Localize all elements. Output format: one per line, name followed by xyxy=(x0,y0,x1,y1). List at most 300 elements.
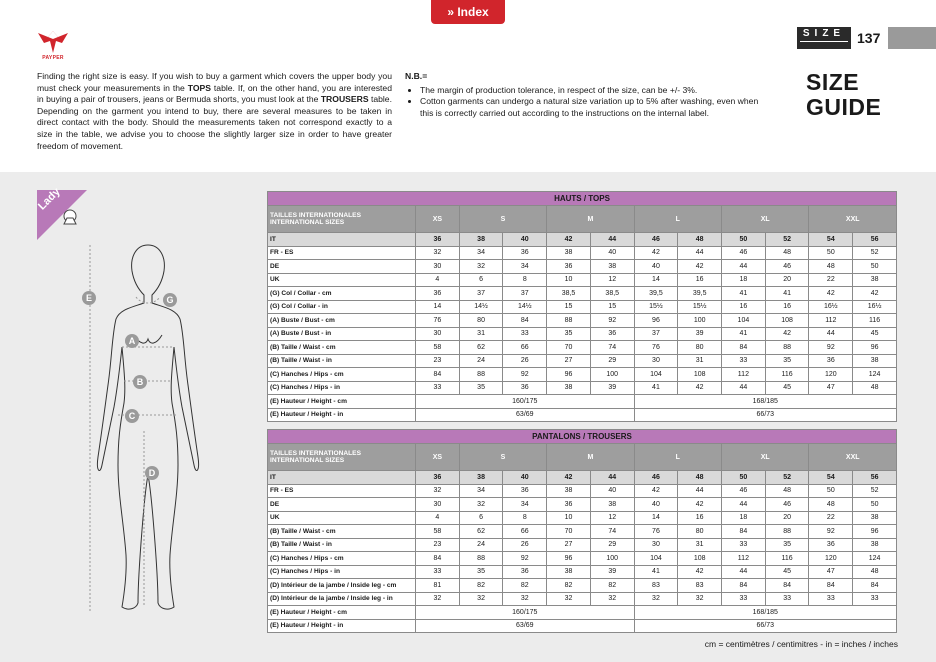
marker-e: E xyxy=(82,291,96,305)
table-cell: 36 xyxy=(416,287,460,301)
row-label: IT xyxy=(268,471,416,485)
table-cell: 14 xyxy=(416,300,460,314)
table-cell: 39 xyxy=(678,327,722,341)
table-row xyxy=(268,314,897,328)
table-cell: 58 xyxy=(416,341,460,355)
header-bar xyxy=(888,27,936,49)
table-cell: 39,5 xyxy=(678,287,722,301)
table-cell: 20 xyxy=(765,273,809,287)
table-cell: 23 xyxy=(416,354,460,368)
table-cell: 42 xyxy=(634,246,678,260)
table-cell: 36 xyxy=(416,233,460,247)
table-cell: 84 xyxy=(722,341,766,355)
row-label: (B) Taille / Waist - in xyxy=(268,538,416,552)
table-cell: 8 xyxy=(503,511,547,525)
table-cell: 80 xyxy=(678,341,722,355)
table-cell: 33 xyxy=(765,592,809,606)
table-cell: 30 xyxy=(416,327,460,341)
table-cell: 36 xyxy=(809,354,853,368)
table-cell: 92 xyxy=(503,368,547,382)
tops-table xyxy=(267,191,897,422)
table-cell: 124 xyxy=(853,552,897,566)
table-cell: 70 xyxy=(547,341,591,355)
table-cell: 18 xyxy=(722,273,766,287)
row-label: UK xyxy=(268,273,416,287)
trousers-keyword: TROUSERS xyxy=(320,94,369,105)
table-cell: 22 xyxy=(809,511,853,525)
table-cell: 36 xyxy=(503,484,547,498)
table-cell: 27 xyxy=(547,538,591,552)
table-cell: 10 xyxy=(547,273,591,287)
table-cell: 10 xyxy=(547,511,591,525)
table-row xyxy=(268,246,897,260)
table-cell: 38 xyxy=(547,565,591,579)
table-cell: 82 xyxy=(459,579,503,593)
table-cell: 74 xyxy=(590,525,634,539)
table-cell: 74 xyxy=(590,341,634,355)
table-cell: 42 xyxy=(809,287,853,301)
table-cell: 16½ xyxy=(809,300,853,314)
table-cell: 32 xyxy=(503,592,547,606)
table-cell: 38 xyxy=(547,246,591,260)
table-cell: 82 xyxy=(547,579,591,593)
nb-item: • The margin of production tolerance, in respect of the size, can be +/- 3%. xyxy=(420,85,765,97)
table-cell: 46 xyxy=(722,484,766,498)
table-cell: 32 xyxy=(547,592,591,606)
table-cell: 100 xyxy=(678,314,722,328)
table-row xyxy=(268,498,897,512)
table-cell: 35 xyxy=(547,327,591,341)
brand-name: PAYPER xyxy=(42,55,64,61)
table-cell: 108 xyxy=(678,368,722,382)
table-row xyxy=(268,565,897,579)
table-cell: 38 xyxy=(590,498,634,512)
table-cell: 42 xyxy=(547,233,591,247)
table-cell: 37 xyxy=(459,287,503,301)
trousers-rows xyxy=(268,471,897,633)
table-cell: 4 xyxy=(416,511,460,525)
table-cell: 44 xyxy=(722,381,766,395)
table-row xyxy=(268,381,897,395)
table-cell: 24 xyxy=(459,354,503,368)
trousers-header-label: TAILLES INTERNATIONALES INTERNATIONAL SIZES xyxy=(268,444,416,471)
units-footnote: cm = centimètres / centimitres - in = inches / inches xyxy=(704,639,898,649)
table-cell: 36 xyxy=(503,246,547,260)
table-cell: 45 xyxy=(765,565,809,579)
table-cell: 70 xyxy=(547,525,591,539)
table-row xyxy=(268,354,897,368)
height-range-cell: 168/185 xyxy=(634,606,896,620)
table-cell: 82 xyxy=(590,579,634,593)
table-cell: 108 xyxy=(765,314,809,328)
table-cell: 44 xyxy=(678,246,722,260)
table-cell: 45 xyxy=(853,327,897,341)
table-cell: 42 xyxy=(634,484,678,498)
table-cell: 32 xyxy=(459,260,503,274)
table-cell: 84 xyxy=(853,579,897,593)
table-row xyxy=(268,606,897,620)
table-cell: 39,5 xyxy=(634,287,678,301)
size-group: S xyxy=(459,444,546,471)
table-cell: 76 xyxy=(416,314,460,328)
table-cell: 36 xyxy=(590,327,634,341)
row-label: (A) Buste / Bust - in xyxy=(268,327,416,341)
table-cell: 41 xyxy=(722,327,766,341)
table-cell: 37 xyxy=(503,287,547,301)
size-group: S xyxy=(459,206,546,233)
size-group: XS xyxy=(416,444,460,471)
table-cell: 15½ xyxy=(678,300,722,314)
table-cell: 36 xyxy=(809,538,853,552)
table-cell: 92 xyxy=(590,314,634,328)
height-range-cell: 160/175 xyxy=(416,606,635,620)
table-cell: 30 xyxy=(416,260,460,274)
size-group: XS xyxy=(416,206,460,233)
table-cell: 104 xyxy=(634,552,678,566)
size-group: XL xyxy=(722,444,809,471)
nb-heading: N.B.= xyxy=(405,71,428,81)
nb-notes xyxy=(405,71,765,119)
height-range-cell: 66/73 xyxy=(634,619,896,633)
table-cell: 83 xyxy=(634,579,678,593)
height-range-cell: 63/69 xyxy=(416,408,635,422)
table-cell: 38 xyxy=(853,511,897,525)
table-cell: 44 xyxy=(678,484,722,498)
table-cell: 22 xyxy=(809,273,853,287)
table-cell: 40 xyxy=(503,471,547,485)
table-cell: 31 xyxy=(678,538,722,552)
table-cell: 33 xyxy=(416,565,460,579)
table-cell: 96 xyxy=(634,314,678,328)
table-cell: 48 xyxy=(853,565,897,579)
size-group: M xyxy=(547,444,634,471)
table-cell: 14½ xyxy=(459,300,503,314)
table-cell: 23 xyxy=(416,538,460,552)
table-cell: 12 xyxy=(590,273,634,287)
table-row xyxy=(268,260,897,274)
table-cell: 42 xyxy=(678,498,722,512)
table-cell: 33 xyxy=(722,538,766,552)
table-cell: 16 xyxy=(678,511,722,525)
table-cell: 52 xyxy=(765,233,809,247)
table-cell: 48 xyxy=(678,233,722,247)
table-cell: 42 xyxy=(678,565,722,579)
table-cell: 44 xyxy=(722,260,766,274)
table-cell: 96 xyxy=(853,525,897,539)
table-cell: 50 xyxy=(722,233,766,247)
page-number: 137 xyxy=(857,30,881,46)
table-cell: 66 xyxy=(503,525,547,539)
marker-d: D xyxy=(145,466,159,480)
table-cell: 32 xyxy=(416,484,460,498)
tops-rows xyxy=(268,233,897,422)
row-label: FR - ES xyxy=(268,484,416,498)
height-range-cell: 66/73 xyxy=(634,408,896,422)
page-title: SIZE GUIDE xyxy=(806,69,882,120)
table-row xyxy=(268,511,897,525)
table-row xyxy=(268,471,897,485)
table-cell: 36 xyxy=(503,381,547,395)
table-row xyxy=(268,579,897,593)
table-cell: 104 xyxy=(634,368,678,382)
table-cell: 88 xyxy=(459,368,503,382)
row-label: (G) Col / Collar - in xyxy=(268,300,416,314)
table-cell: 116 xyxy=(853,314,897,328)
table-cell: 84 xyxy=(416,368,460,382)
table-cell: 92 xyxy=(809,341,853,355)
table-cell: 33 xyxy=(503,327,547,341)
row-label: IT xyxy=(268,233,416,247)
table-cell: 52 xyxy=(853,246,897,260)
table-cell: 47 xyxy=(809,565,853,579)
table-cell: 96 xyxy=(547,368,591,382)
table-cell: 16 xyxy=(678,273,722,287)
table-cell: 100 xyxy=(590,552,634,566)
table-cell: 16 xyxy=(722,300,766,314)
size-group: L xyxy=(634,206,721,233)
table-cell: 32 xyxy=(416,246,460,260)
table-cell: 46 xyxy=(722,246,766,260)
table-cell: 44 xyxy=(809,327,853,341)
table-cell: 47 xyxy=(809,381,853,395)
row-label: (A) Buste / Bust - cm xyxy=(268,314,416,328)
table-cell: 83 xyxy=(678,579,722,593)
height-range-cell: 63/69 xyxy=(416,619,635,633)
table-cell: 35 xyxy=(459,565,503,579)
table-cell: 30 xyxy=(634,354,678,368)
table-cell: 66 xyxy=(503,341,547,355)
table-cell: 40 xyxy=(503,233,547,247)
table-cell: 84 xyxy=(722,525,766,539)
table-cell: 124 xyxy=(853,368,897,382)
trousers-table xyxy=(267,429,897,633)
table-cell: 26 xyxy=(503,354,547,368)
table-cell: 36 xyxy=(503,565,547,579)
table-cell: 120 xyxy=(809,552,853,566)
table-cell: 15½ xyxy=(634,300,678,314)
table-cell: 84 xyxy=(503,314,547,328)
nb-item: • Cotton garments can undergo a natural size variation up to 5% after washing, even when this is correctly carried out according to the instructions on the internal label. xyxy=(420,96,765,119)
table-cell: 26 xyxy=(503,538,547,552)
tops-title: HAUTS / TOPS xyxy=(268,192,897,206)
table-cell: 84 xyxy=(416,552,460,566)
table-cell: 32 xyxy=(634,592,678,606)
table-cell: 33 xyxy=(809,592,853,606)
table-cell: 38,5 xyxy=(547,287,591,301)
table-cell: 54 xyxy=(809,471,853,485)
row-label: (G) Col / Collar - cm xyxy=(268,287,416,301)
table-cell: 15 xyxy=(590,300,634,314)
table-cell: 108 xyxy=(678,552,722,566)
table-cell: 12 xyxy=(590,511,634,525)
table-cell: 50 xyxy=(809,246,853,260)
table-cell: 116 xyxy=(765,368,809,382)
table-cell: 40 xyxy=(590,484,634,498)
table-cell: 36 xyxy=(547,260,591,274)
table-row xyxy=(268,408,897,422)
table-cell: 32 xyxy=(459,498,503,512)
table-cell: 46 xyxy=(765,498,809,512)
table-cell: 39 xyxy=(590,381,634,395)
row-label: (D) Intérieur de la jambe / Inside leg - cm xyxy=(268,579,416,593)
table-cell: 112 xyxy=(809,314,853,328)
table-cell: 48 xyxy=(678,471,722,485)
table-cell: 14 xyxy=(634,273,678,287)
table-cell: 62 xyxy=(459,341,503,355)
table-cell: 120 xyxy=(809,368,853,382)
row-label: (C) Hanches / Hips - in xyxy=(268,381,416,395)
table-cell: 42 xyxy=(765,327,809,341)
intro-paragraph: Finding the right size is easy. If you wish to buy a garment which covers the upper body you must check your measurements in the TOPS table. If, on the other hand, you are interested in buying a pair of trousers, jeans or Bermuda shorts, you must look at the TROUSERS table. Depending on the garment you intend to buy, there are several measures to be taken in direct contact with the body. Should the measurements taken not correspond exactly to a size in the table, we advise you to choose the slightly larger size in order to have greater freedom of movement. xyxy=(37,71,392,151)
table-cell: 42 xyxy=(547,471,591,485)
table-cell: 42 xyxy=(853,287,897,301)
row-label: FR - ES xyxy=(268,246,416,260)
table-cell: 32 xyxy=(416,592,460,606)
table-cell: 116 xyxy=(765,552,809,566)
table-cell: 38 xyxy=(459,233,503,247)
table-cell: 40 xyxy=(634,260,678,274)
table-cell: 76 xyxy=(634,525,678,539)
table-cell: 38 xyxy=(547,484,591,498)
table-cell: 50 xyxy=(722,471,766,485)
table-cell: 34 xyxy=(459,484,503,498)
row-label: (D) Intérieur de la jambe / Inside leg - in xyxy=(268,592,416,606)
table-cell: 34 xyxy=(459,246,503,260)
table-cell: 80 xyxy=(678,525,722,539)
table-cell: 15 xyxy=(547,300,591,314)
table-cell: 33 xyxy=(416,381,460,395)
table-cell: 58 xyxy=(416,525,460,539)
row-label: (E) Hauteur / Height - in xyxy=(268,408,416,422)
row-label: (B) Taille / Waist - in xyxy=(268,354,416,368)
row-label: UK xyxy=(268,511,416,525)
table-cell: 44 xyxy=(590,233,634,247)
table-cell: 4 xyxy=(416,273,460,287)
table-cell: 48 xyxy=(809,498,853,512)
table-cell: 56 xyxy=(853,233,897,247)
table-cell: 38,5 xyxy=(590,287,634,301)
table-cell: 112 xyxy=(722,552,766,566)
table-cell: 32 xyxy=(678,592,722,606)
table-cell: 48 xyxy=(853,381,897,395)
table-cell: 41 xyxy=(634,565,678,579)
table-cell: 6 xyxy=(459,273,503,287)
marker-c: C xyxy=(125,409,139,423)
row-label: (C) Hanches / Hips - in xyxy=(268,565,416,579)
table-cell: 88 xyxy=(459,552,503,566)
table-cell: 52 xyxy=(853,484,897,498)
lady-label: Lady xyxy=(36,185,63,213)
table-cell: 96 xyxy=(547,552,591,566)
table-cell: 50 xyxy=(809,484,853,498)
table-cell: 30 xyxy=(634,538,678,552)
marker-a: A xyxy=(125,334,139,348)
table-cell: 36 xyxy=(416,471,460,485)
table-cell: 56 xyxy=(853,471,897,485)
table-cell: 48 xyxy=(765,484,809,498)
table-cell: 38 xyxy=(547,381,591,395)
table-cell: 30 xyxy=(416,498,460,512)
table-cell: 46 xyxy=(634,233,678,247)
table-cell: 46 xyxy=(634,471,678,485)
table-row xyxy=(268,368,897,382)
table-cell: 81 xyxy=(416,579,460,593)
table-cell: 41 xyxy=(765,287,809,301)
table-cell: 40 xyxy=(634,498,678,512)
row-label: (E) Hauteur / Height - cm xyxy=(268,606,416,620)
table-cell: 36 xyxy=(547,498,591,512)
row-label: (E) Hauteur / Height - in xyxy=(268,619,416,633)
table-cell: 27 xyxy=(547,354,591,368)
table-cell: 84 xyxy=(809,579,853,593)
table-cell: 24 xyxy=(459,538,503,552)
table-cell: 42 xyxy=(678,260,722,274)
row-label: DE xyxy=(268,260,416,274)
table-cell: 84 xyxy=(765,579,809,593)
size-group: XXL xyxy=(809,444,897,471)
index-button[interactable]: » Index xyxy=(431,0,505,24)
table-cell: 32 xyxy=(459,592,503,606)
row-label: DE xyxy=(268,498,416,512)
row-label: (B) Taille / Waist - cm xyxy=(268,525,416,539)
table-cell: 48 xyxy=(765,246,809,260)
table-row xyxy=(268,233,897,247)
table-cell: 20 xyxy=(765,511,809,525)
row-label: (B) Taille / Waist - cm xyxy=(268,341,416,355)
table-cell: 38 xyxy=(853,538,897,552)
table-cell: 52 xyxy=(765,471,809,485)
table-cell: 92 xyxy=(503,552,547,566)
height-range-cell: 168/185 xyxy=(634,395,896,409)
size-group: L xyxy=(634,444,721,471)
table-cell: 39 xyxy=(590,565,634,579)
table-row xyxy=(268,300,897,314)
table-row xyxy=(268,525,897,539)
table-row xyxy=(268,538,897,552)
tops-header-label: TAILLES INTERNATIONALES INTERNATIONAL SIZES xyxy=(268,206,416,233)
table-cell: 37 xyxy=(634,327,678,341)
table-cell: 8 xyxy=(503,273,547,287)
table-cell: 41 xyxy=(634,381,678,395)
table-cell: 84 xyxy=(722,579,766,593)
table-cell: 82 xyxy=(503,579,547,593)
table-cell: 31 xyxy=(459,327,503,341)
table-row xyxy=(268,395,897,409)
table-row xyxy=(268,287,897,301)
table-cell: 45 xyxy=(765,381,809,395)
table-cell: 33 xyxy=(722,354,766,368)
table-row xyxy=(268,592,897,606)
table-cell: 76 xyxy=(634,341,678,355)
table-cell: 104 xyxy=(722,314,766,328)
table-cell: 34 xyxy=(503,498,547,512)
table-cell: 33 xyxy=(722,592,766,606)
table-cell: 29 xyxy=(590,538,634,552)
table-cell: 112 xyxy=(722,368,766,382)
table-cell: 31 xyxy=(678,354,722,368)
body-silhouette xyxy=(78,235,218,620)
size-group: M xyxy=(547,206,634,233)
table-cell: 33 xyxy=(853,592,897,606)
table-cell: 50 xyxy=(853,260,897,274)
table-cell: 62 xyxy=(459,525,503,539)
size-group: XXL xyxy=(809,206,897,233)
tops-keyword: TOPS xyxy=(187,82,211,93)
trousers-title: PANTALONS / TROUSERS xyxy=(268,430,897,444)
table-cell: 16 xyxy=(765,300,809,314)
height-range-cell: 160/175 xyxy=(416,395,635,409)
table-cell: 35 xyxy=(765,354,809,368)
